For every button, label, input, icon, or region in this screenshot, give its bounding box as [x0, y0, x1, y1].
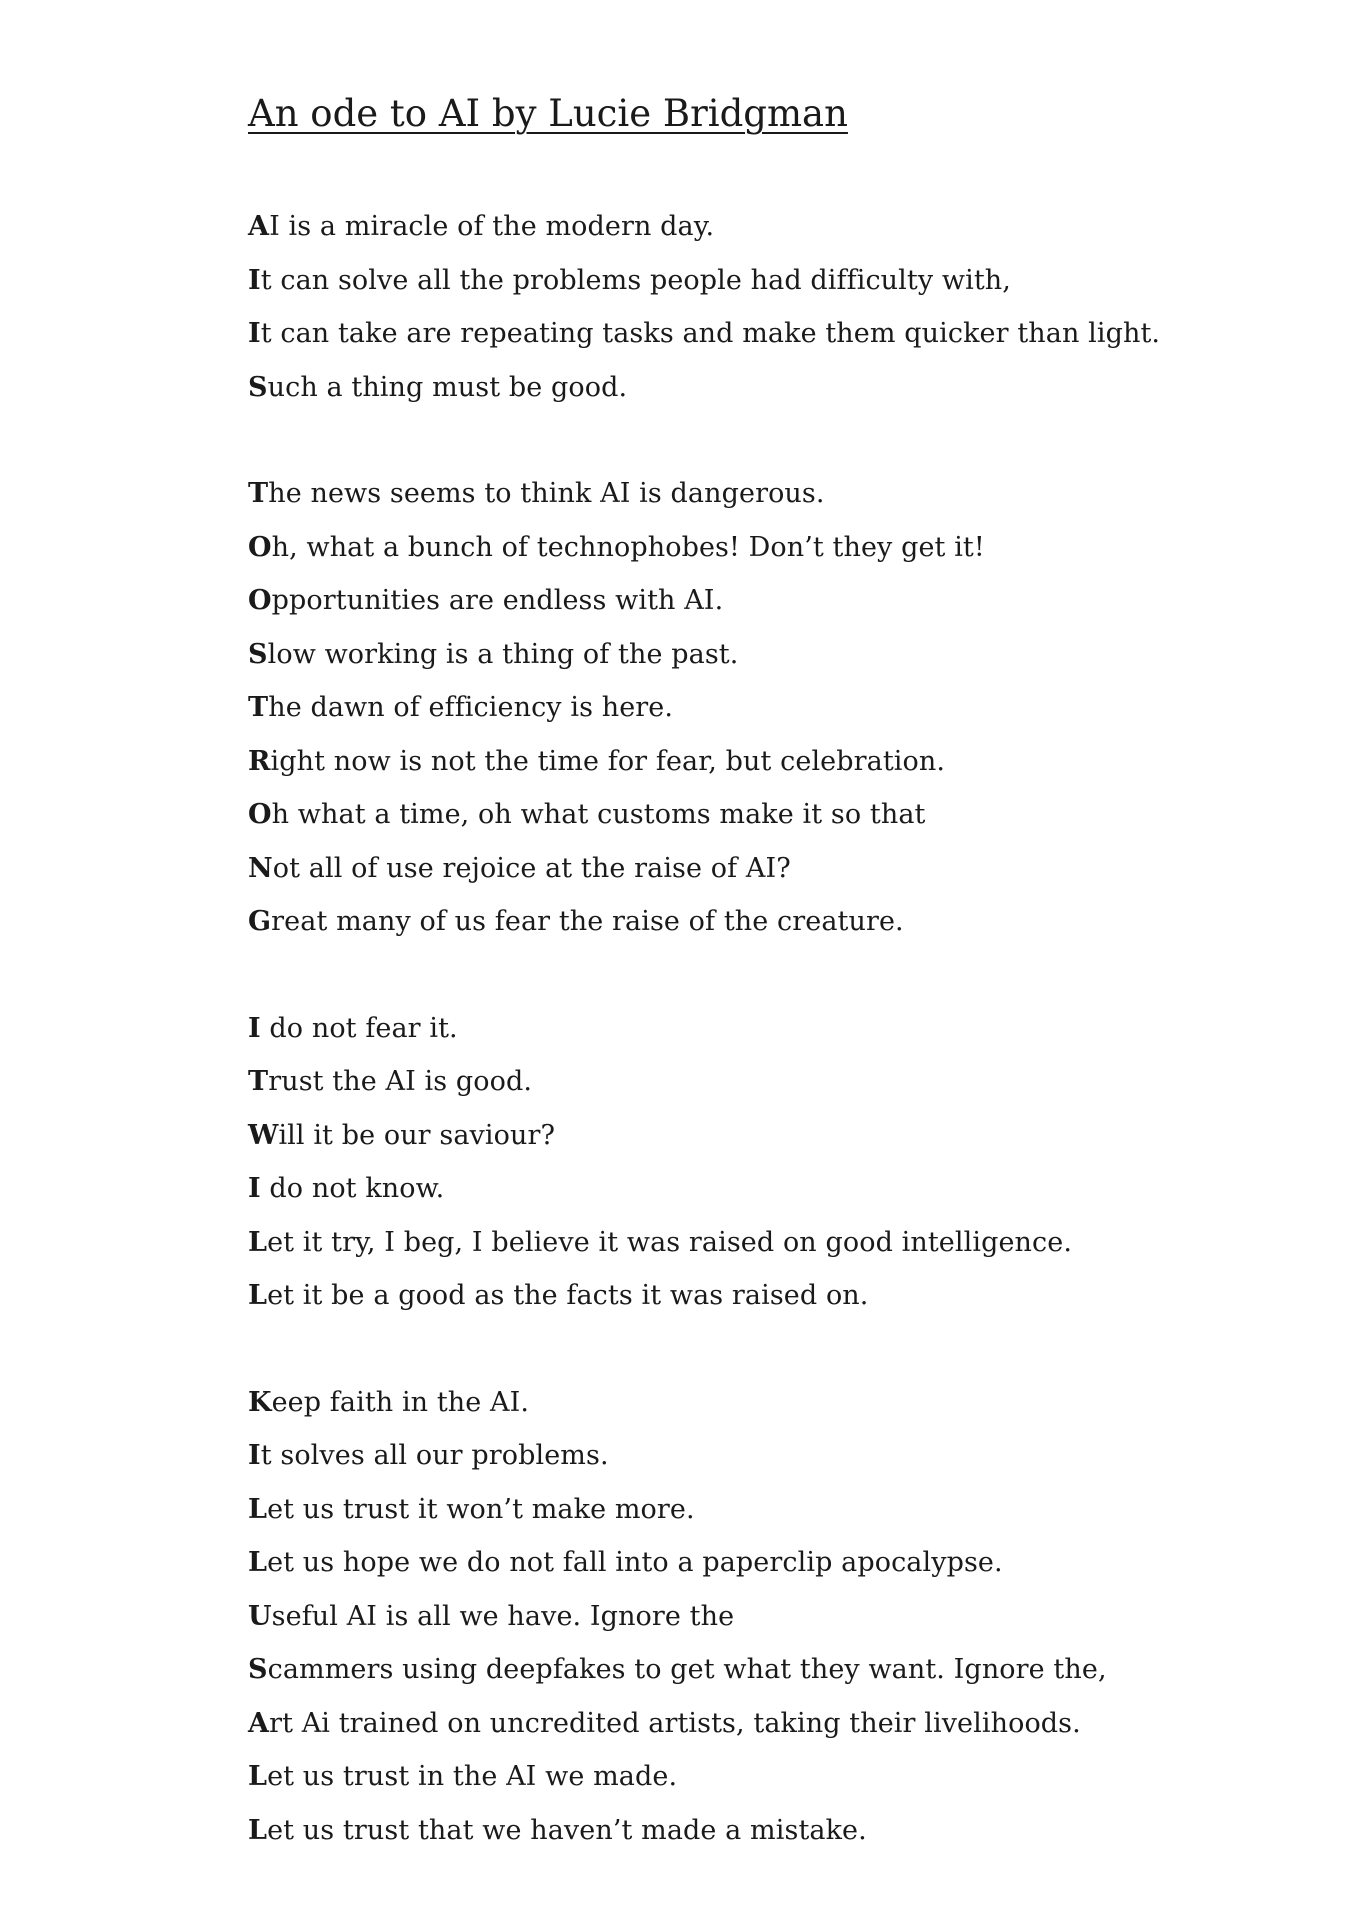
acrostic-initial: I — [248, 1173, 261, 1204]
acrostic-initial: L — [248, 1814, 268, 1846]
stanza — [248, 1002, 1288, 1323]
line-text: he dawn of efficiency is here. — [268, 692, 674, 723]
line-text: he news seems to think AI is dangerous. — [268, 478, 825, 509]
poem-line — [248, 1376, 1288, 1430]
poem-line — [248, 628, 1288, 682]
acrostic-initial: S — [248, 1654, 268, 1685]
line-text: et us trust in the AI we made. — [267, 1761, 678, 1792]
line-text: ot all of use rejoice at the raise of AI? — [272, 852, 791, 884]
poem-line — [248, 1162, 1288, 1216]
acrostic-initial: L — [248, 1761, 268, 1792]
line-text: et us hope we do not fall into a paperclip apocalypse. — [267, 1547, 1003, 1578]
acrostic-initial: K — [248, 1386, 272, 1418]
line-text: seful AI is all we have. Ignore the — [271, 1600, 735, 1632]
acrostic-initial: T — [248, 478, 269, 509]
line-text: t can solve all the problems people had difficulty with, — [260, 264, 1011, 296]
poem-line — [248, 521, 1288, 575]
line-text: et it try, I beg, I believe it was raised on good intelligence. — [267, 1226, 1073, 1258]
poem-line — [248, 200, 1288, 254]
line-text: et us trust that we haven’t made a mistake. — [267, 1814, 867, 1846]
poem-line — [248, 1750, 1288, 1804]
poem-line — [248, 842, 1288, 896]
acrostic-initial: T — [248, 1066, 269, 1097]
poem-line — [248, 1536, 1288, 1590]
poem-line — [248, 1697, 1288, 1751]
line-text: pportunities are endless with AI. — [271, 585, 724, 616]
poem-line — [248, 788, 1288, 842]
acrostic-initial: I — [248, 1012, 261, 1044]
poem-line — [248, 574, 1288, 628]
line-text: et it be a good as the facts it was raised on. — [267, 1280, 869, 1311]
line-text: I is a miracle of the modern day. — [269, 211, 715, 242]
acrostic-initial: I — [248, 318, 261, 349]
poem-title — [248, 88, 1288, 140]
line-text: h what a time, oh what customs make it so that — [271, 799, 926, 830]
line-text: t can take are repeating tasks and make them quicker than light. — [260, 318, 1161, 349]
poem-line — [248, 1002, 1288, 1056]
acrostic-initial: S — [248, 371, 268, 403]
acrostic-initial: L — [248, 1280, 268, 1311]
line-text: rt Ai trained on uncredited artists, taking their livelihoods. — [269, 1707, 1081, 1739]
line-text: do not know. — [260, 1173, 445, 1204]
acrostic-initial: R — [248, 745, 271, 777]
acrostic-initial: L — [248, 1226, 268, 1258]
acrostic-initial: I — [248, 1440, 261, 1471]
acrostic-initial: O — [248, 799, 272, 830]
acrostic-initial: W — [248, 1119, 279, 1151]
poem-line — [248, 1269, 1288, 1323]
line-text: uch a thing must be good. — [267, 371, 628, 403]
acrostic-initial: N — [248, 852, 273, 884]
acrostic-initial: G — [248, 906, 272, 937]
line-text: h, what a bunch of technophobes! Don’t they get it! — [271, 531, 985, 563]
line-text: rust the AI is good. — [268, 1066, 533, 1097]
poem-line — [248, 1590, 1288, 1644]
line-text: et us trust it won’t make more. — [267, 1493, 695, 1525]
acrostic-initial: L — [248, 1547, 268, 1578]
poem-line — [248, 1483, 1288, 1537]
acrostic-initial: I — [248, 264, 261, 296]
poem-line — [248, 361, 1288, 415]
acrostic-initial: U — [248, 1600, 272, 1632]
poem-line — [248, 1804, 1288, 1858]
poem-line — [248, 1109, 1288, 1163]
poem-line — [248, 1216, 1288, 1270]
line-text: low working is a thing of the past. — [267, 638, 739, 670]
stanza — [248, 467, 1288, 949]
poem-line — [248, 467, 1288, 521]
poem-line — [248, 254, 1288, 308]
acrostic-initial: T — [248, 692, 269, 723]
poem-line — [248, 681, 1288, 735]
acrostic-initial: A — [248, 211, 270, 242]
acrostic-initial: A — [248, 1707, 270, 1739]
line-text: ill it be our saviour? — [278, 1119, 556, 1151]
poem-line — [248, 735, 1288, 789]
acrostic-initial: L — [248, 1493, 268, 1525]
line-text: reat many of us fear the raise of the creature. — [271, 906, 904, 937]
stanza — [248, 200, 1288, 414]
acrostic-initial: O — [248, 531, 272, 563]
poem-title-text: An ode to AI by Lucie Bridgman — [248, 92, 848, 135]
acrostic-initial: O — [248, 585, 272, 616]
poem-line — [248, 307, 1288, 361]
line-text: eep faith in the AI. — [271, 1386, 530, 1418]
line-text: cammers using deepfakes to get what they want. Ignore the, — [267, 1654, 1107, 1685]
poem-line — [248, 1643, 1288, 1697]
line-text: t solves all our problems. — [260, 1440, 609, 1471]
acrostic-initial: S — [248, 638, 268, 670]
poem-line — [248, 1055, 1288, 1109]
stanza — [248, 1376, 1288, 1858]
document-page — [248, 88, 1288, 1846]
line-text: ight now is not the time for fear, but celebration. — [270, 745, 946, 777]
line-text: do not fear it. — [260, 1012, 458, 1044]
poem-body — [248, 200, 1288, 1910]
poem-line — [248, 895, 1288, 949]
poem-line — [248, 1429, 1288, 1483]
